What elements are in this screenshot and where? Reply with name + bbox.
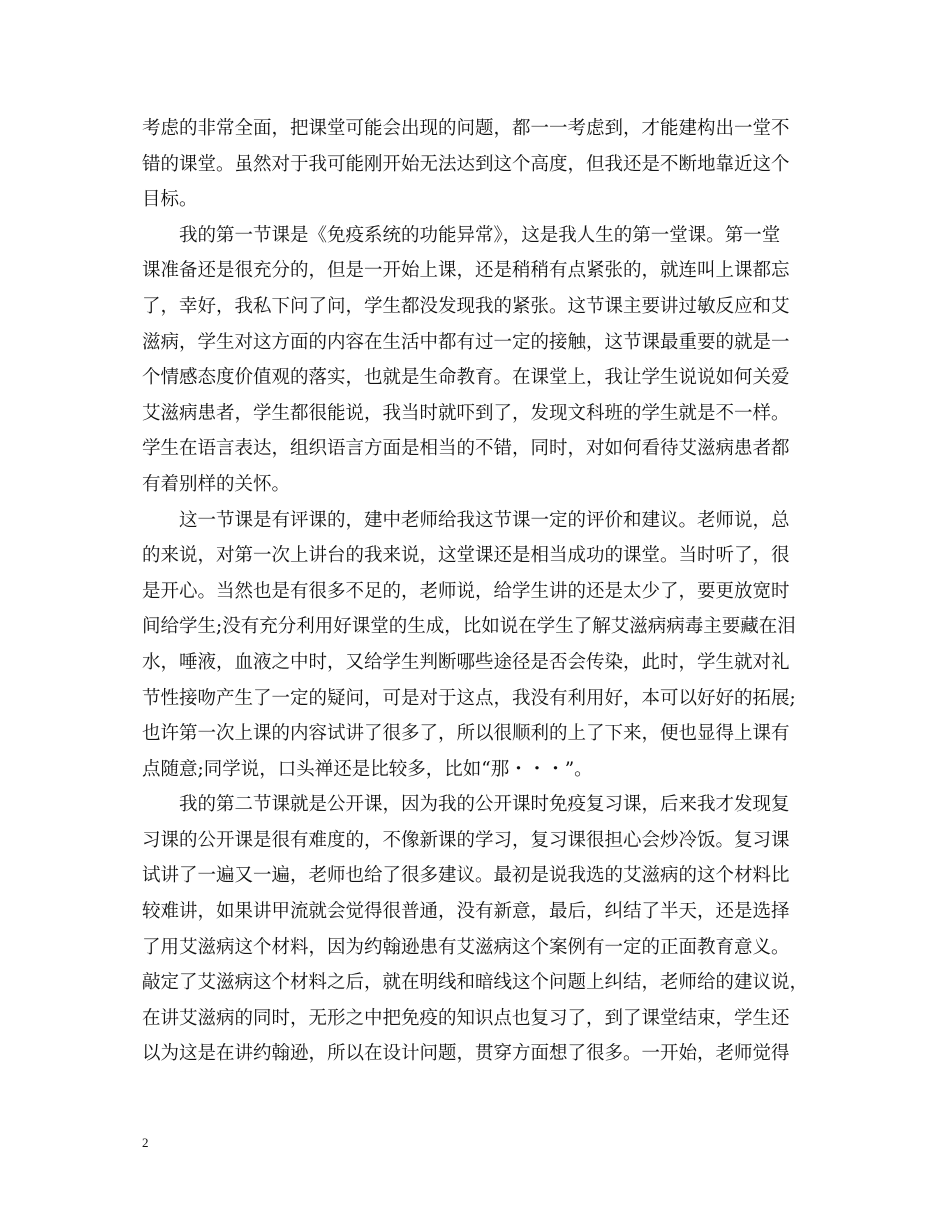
paragraph-first-line: 我的第一节课是《免疫系统的功能异常》，这是我人生的第一堂课。第一堂 [179, 224, 781, 246]
paragraph-first-line: 这一节课是有评课的，建中老师给我这节课一定的评价和建议。老师说，总 [179, 509, 790, 531]
text-line: 了用艾滋病这个材料，因为约翰逊患有艾滋病这个案例有一定的正面教育意义。 [142, 936, 790, 958]
text-line: 考虑的非常全面，把课堂可能会出现的问题，都一一考虑到，才能建构出一堂不 [142, 118, 790, 139]
text-line: 水，唾液，血液之中时，又给学生判断哪些途径是否会传染，此时，学生就对礼 [142, 651, 790, 673]
text-line: 以为这是在讲约翰逊，所以在设计问题，贯穿方面想了很多。一开始，老师觉得 [142, 1043, 790, 1065]
text-line: 点随意;同学说，口头禅还是比较多，比如“那・・・”。 [142, 758, 593, 780]
paragraph-first-line: 我的第二节课就是公开课，因为我的公开课时免疫复习课，后来我才发现复 [179, 794, 790, 816]
text-line: 的来说，对第一次上讲台的我来说，这堂课还是相当成功的课堂。当时听了，很 [142, 545, 790, 567]
text-line: 有着别样的关怀。 [142, 473, 291, 495]
text-line: 艾滋病患者，学生都很能说，我当时就吓到了，发现文科班的学生就是不一样。 [142, 402, 790, 424]
text-line: 是开心。当然也是有很多不足的，老师说，给学生讲的还是太少了，要更放宽时 [142, 580, 790, 602]
body-text [142, 111, 814, 1072]
text-line: 目标。 [142, 189, 198, 211]
text-line: 敲定了艾滋病这个材料之后，就在明线和暗线这个问题上纠结，老师给的建议说， [142, 972, 809, 994]
text-line: 节性接吻产生了一定的疑问，可是对于这点，我没有利用好，本可以好好的拓展; [142, 687, 796, 709]
text-line: 较难讲，如果讲甲流就会觉得很普通，没有新意，最后，纠结了半天，还是选择 [142, 901, 790, 923]
text-line: 在讲艾滋病的同时，无形之中把免疫的知识点也复习了，到了课堂结束，学生还 [142, 1007, 790, 1029]
text-line: 也许第一次上课的内容试讲了很多了，所以很顺利的上了下来，便也显得上课有 [142, 723, 790, 745]
text-line: 课准备还是很充分的，但是一开始上课，还是稍稍有点紧张的，就连叫上课都忘 [142, 260, 790, 282]
text-line: 滋病，学生对这方面的内容在生活中都有过一定的接触，这节课最重要的就是一 [142, 331, 790, 353]
text-line: 错的课堂。虽然对于我可能刚开始无法达到这个高度，但我还是不断地靠近这个 [142, 153, 790, 175]
text-line: 学生在语言表达，组织语言方面是相当的不错，同时，对如何看待艾滋病患者都 [142, 438, 790, 460]
text-line: 试讲了一遍又一遍，老师也给了很多建议。最初是说我选的艾滋病的这个材料比 [142, 865, 790, 887]
page-number: 2 [142, 1135, 149, 1150]
text-line: 了，幸好，我私下问了问，学生都没发现我的紧张。这节课主要讲过敏反应和艾 [142, 295, 790, 317]
text-line: 个情感态度价值观的落实，也就是生命教育。在课堂上，我让学生说说如何关爱 [142, 367, 790, 389]
text-line: 习课的公开课是很有难度的，不像新课的学习，复习课很担心会炒冷饭。复习课 [142, 829, 790, 851]
text-line: 间给学生;没有充分利用好课堂的生成，比如说在学生了解艾滋病病毒主要藏在泪 [142, 616, 796, 638]
